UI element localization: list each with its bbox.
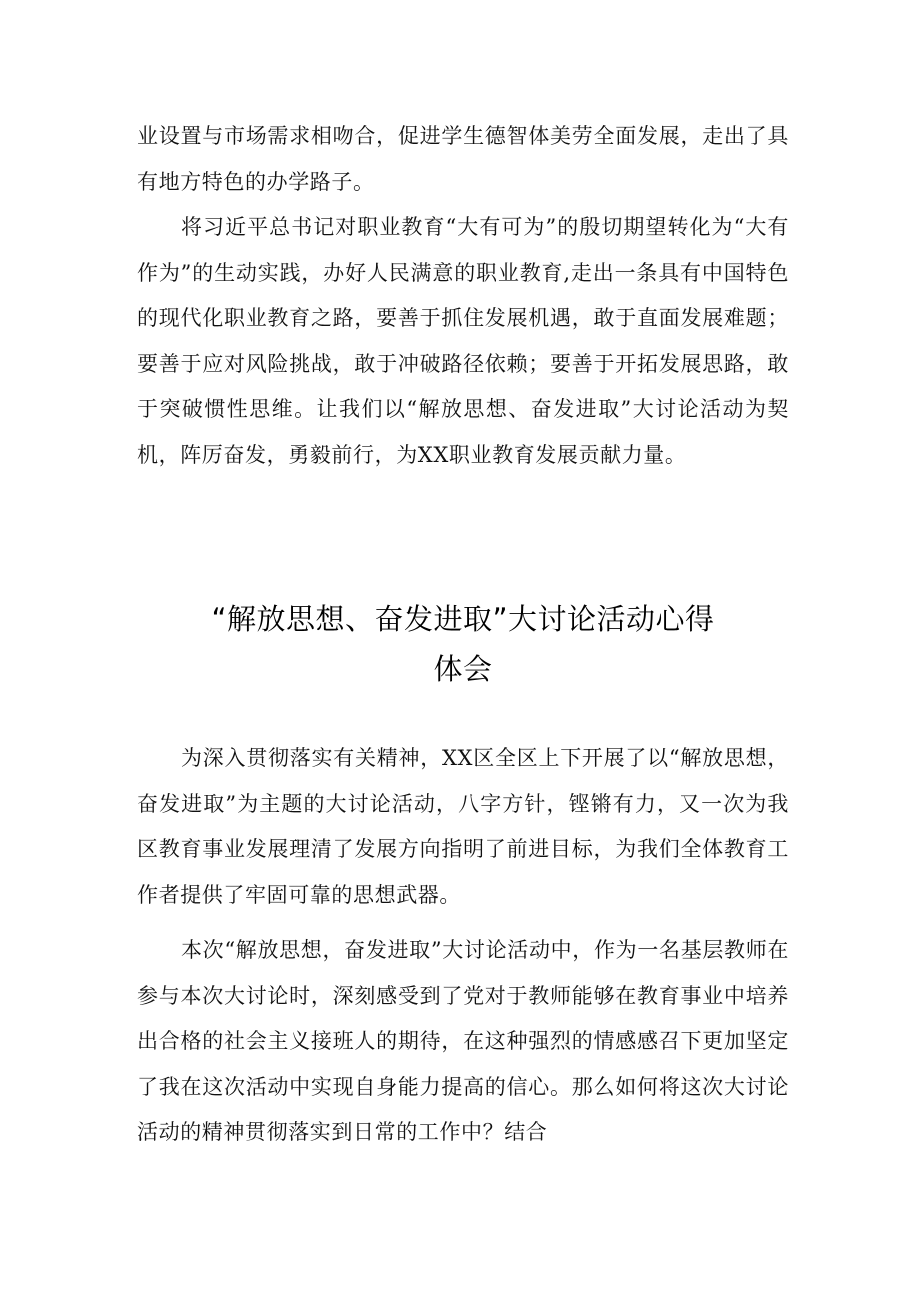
paragraph-continued: 业设置与市场需求相吻合，促进学生德智体美劳全面发展，走出了具有地方特色的办学路子。 [137, 124, 789, 194]
paragraph-intro: 为深入贯彻落实有关精神，XX区全区上下开展了以“解放思想，奋发进取”为主题的大讨论活动，八字方针，铿锵有力，又一次为我区教育事业发展理清了发展方向指明了前进目标，为我们全体教育工作者提供了牢固可靠的思想武器。 [137, 746, 789, 907]
article-title-line-2: 体会 [433, 652, 493, 686]
paragraph-vocational-education: 将习近平总书记对职业教育“大有可为”的殷切期望转化为“大有作为”的生动实践，办好人民满意的职业教育,走出一条具有中国特色的现代化职业教育之路，要善于抓住发展机遇，敢于直面发展难题；要善于应对风险挑战，敢于冲破路径依赖；要善于开拓发展思路，敢于突破惯性思维。让我们以“解放思想、奋发进取”大讨论活动为契机，阵厉奋发，勇毅前行，为XX职业教育发展贡献力量。 [137, 215, 789, 467]
paragraph-reflection: 本次“解放思想，奋发进取”大讨论活动中，作为一名基层教师在参与本次大讨论时，深刻感受到了党对于教师能够在教育事业中培养出合格的社会主义接班人的期待，在这种强烈的情感感召下更加坚定了我在这次活动中实现自身能力提高的信心。那么如何将这次大讨论活动的精神贯彻落实到日常的工作中？结合 [137, 938, 789, 1144]
article-title-line-1: “解放思想、奋发进取”大讨论活动心得 [211, 602, 715, 636]
